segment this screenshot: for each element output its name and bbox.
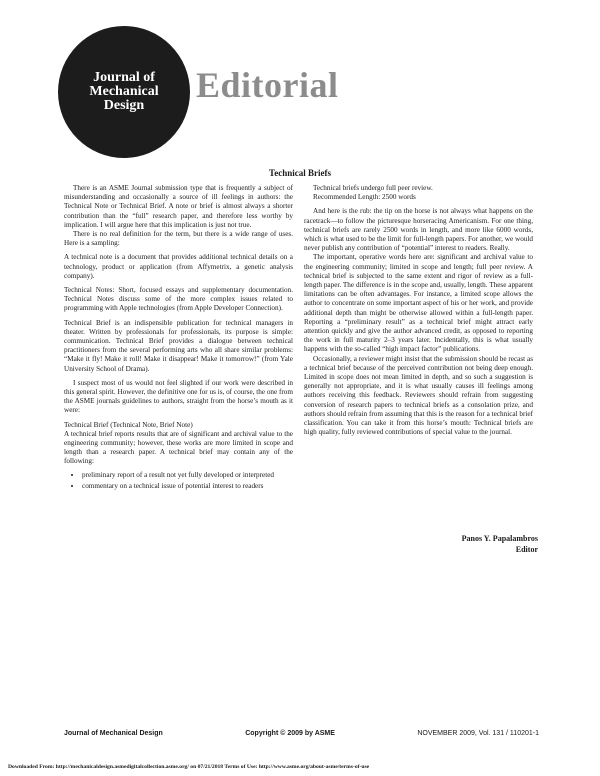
section-title: Editorial — [196, 65, 339, 105]
list-item: • preliminary report of a result not yet fully developed or interpreted — [82, 471, 293, 480]
guideline-text: A technical brief reports results that are of significant and archival value to the engineering community; however, these works are more limited in scope and length than a research paper. A technical brief may contain any of the following: — [64, 429, 293, 466]
quote-paragraph: A technical note is a document that provides additional technical details on a technology, product or application (from Affymetrix, a genetic analysis company). — [64, 253, 293, 280]
logo-line: Journal of — [93, 70, 155, 85]
footer-journal: Journal of Mechanical Design — [64, 730, 163, 737]
guideline-heading: Technical Brief (Technical Note, Brief Note) — [64, 420, 193, 429]
quote-paragraph: Technical Brief is an indispensible publication for technical managers in theater. Written by professionals for professionals, its purpose is simple: communication. Technical Brief provides a dialogue between technical practitioners from the several performing arts who all share similar problems: “Make it fly! Make it roll! Make it disappear! Make it tomorrow!” (from Yale University School of Drama). — [64, 318, 293, 373]
signature — [462, 533, 538, 555]
paragraph: The important, operative words here are: significant and archival value to the engineering community; limited in scope and length; full peer review. A technical brief is subjected to the same extent and rigor of review as a full-length paper. The difference is in the scope and, usually, length. These apparent limitations can be often advantages. For instance, a limited scope allows the author to concentrate on some important aspect of his or her work, and provide additional depth than might be otherwise allowed within a full-length paper. Reporting a “preliminary result” as a technical brief might attract early attention quickly and give the author advanced credit, as opposed to reporting the work in full maturity 2–3 years later. Incidentally, this is what usually happens with the so-called “high impact factor” publications. — [304, 253, 533, 354]
paragraph: There is an ASME Journal submission type that is frequently a subject of misunderstanding and occasionally a source of ill feelings in authors: the Technical Note or Technical Brief. A note or brief is almost always a shorter contribution than the “full” research paper, and therefore less worthy by implication. I will argue here that this implication is just not true. — [64, 184, 293, 229]
download-notice: Downloaded From: http://mechanicaldesign.asmedigitalcollection.asme.org/ on 07/21/2018 Terms of Use: http://www.asme.org/about-asme/terms-of-use — [8, 764, 370, 770]
logo-line: Design — [103, 98, 145, 113]
footer-issue: NOVEMBER 2009, Vol. 131 / 110201-1 — [417, 730, 539, 737]
paragraph: Occasionally, a reviewer might insist that the submission should be recast as a technical brief because of the perceived contribution not being deep enough. Limited in scope does not mean limited in depth, and so such a suggestion is generally not appropriate, and it is what usually causes ill feelings among authors receiving this feedback. Reviewers should refrain from suggesting conversion of research papers to technical briefs as a consolation prize, and authors should refrain from assuming that this is the reason for a technical brief classification. You can take it from this horse’s mouth: Technical briefs are high quality, fully reviewed contributions of special value to the journal. — [304, 354, 533, 437]
page-footer — [64, 730, 539, 737]
paragraph: And here is the rub: the tip on the horse is not always what happens on the racetrack—to follow the picturesque horseracing Americanism. For one thing, technical briefs are rarely 2500 words in length, and more like 6000 words, which is what used to be the limit for full-length papers. For another, we would never publish any contribution of “potential” interest to readers. Really. — [304, 207, 533, 253]
paragraph: I suspect most of us would not feel slighted if our work were described in this general spirit. However, the definitive one for us is, of course, the one from the ASME journals guidelines to authors, straight from the horse’s mouth as it were: — [64, 378, 293, 415]
paragraph: Technical briefs undergo full peer review. — [313, 184, 433, 192]
footer-copyright: Copyright © 2009 by ASME — [245, 730, 335, 737]
logo-line: Mechanical — [89, 84, 159, 99]
right-column — [304, 184, 533, 437]
guideline-list — [64, 471, 293, 491]
left-column — [64, 184, 293, 493]
quote-paragraph: Technical Notes: Short, focused essays and supplementary documentation. Technical Notes discuss some of the more complex issues related to programming with Apple technologies (from Apple Developer Connection). — [64, 286, 293, 313]
paragraph: There is no real definition for the term, but there is a wide range of uses. Here is a sampling: — [64, 230, 293, 248]
author-name: Panos Y. Papalambros — [461, 534, 538, 543]
article-title: Technical Briefs — [269, 168, 331, 178]
author-role: Editor — [515, 545, 538, 554]
paragraph: Recommended Length: 2500 words — [313, 193, 416, 202]
journal-logo — [58, 26, 190, 158]
list-item: • commentary on a technical issue of potential interest to readers — [82, 482, 293, 491]
